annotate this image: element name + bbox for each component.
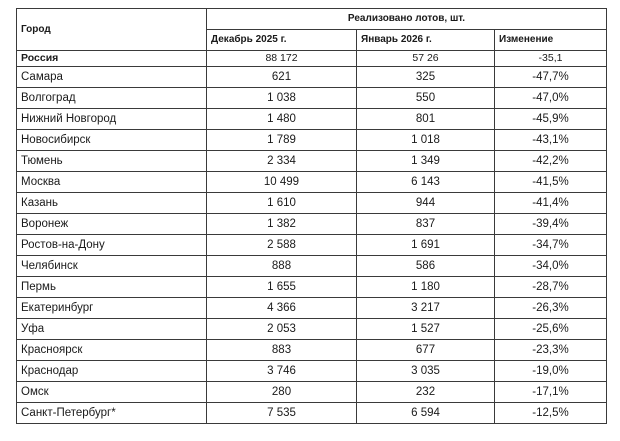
row-january: 57 26 [357,51,495,67]
row-city: Воронеж [17,214,207,235]
row-january: 1 018 [357,130,495,151]
table-row [17,403,607,424]
row-december: 2 334 [207,151,357,172]
row-change: -41,4% [495,193,607,214]
row-change: -47,0% [495,88,607,109]
row-city: Омск [17,382,207,403]
row-december: 3 746 [207,361,357,382]
row-city: Новосибирск [17,130,207,151]
sales-table [16,8,607,424]
table-row [17,67,607,88]
table-body [17,51,607,424]
row-change: -34,0% [495,256,607,277]
table-row [17,130,607,151]
row-january: 1 349 [357,151,495,172]
row-january: 1 180 [357,277,495,298]
row-city: Волгоград [17,88,207,109]
row-city: Санкт-Петербург* [17,403,207,424]
row-city: Челябинск [17,256,207,277]
row-change: -42,2% [495,151,607,172]
header-january: Январь 2026 г. [357,30,495,51]
header-row-top [17,9,607,30]
table-header [17,9,607,51]
row-december: 621 [207,67,357,88]
row-december: 1 789 [207,130,357,151]
header-sold-lots: Реализовано лотов, шт. [207,9,607,30]
table-row [17,256,607,277]
row-december: 88 172 [207,51,357,67]
table-row [17,361,607,382]
table-row [17,340,607,361]
header-change: Изменение [495,30,607,51]
row-city: Ростов-на-Дону [17,235,207,256]
table-row [17,277,607,298]
row-december: 2 588 [207,235,357,256]
row-december: 1 382 [207,214,357,235]
row-january: 677 [357,340,495,361]
table-row-total [17,51,607,67]
table-row [17,172,607,193]
row-december: 7 535 [207,403,357,424]
row-change: -39,4% [495,214,607,235]
row-december: 280 [207,382,357,403]
row-december: 883 [207,340,357,361]
row-december: 1 038 [207,88,357,109]
row-change: -19,0% [495,361,607,382]
row-city: Екатеринбург [17,298,207,319]
row-december: 888 [207,256,357,277]
row-change: -43,1% [495,130,607,151]
row-january: 6 594 [357,403,495,424]
row-change: -26,3% [495,298,607,319]
row-january: 944 [357,193,495,214]
row-january: 6 143 [357,172,495,193]
header-december: Декабрь 2025 г. [207,30,357,51]
row-change: -35,1 [495,51,607,67]
row-december: 10 499 [207,172,357,193]
row-change: -45,9% [495,109,607,130]
table-row [17,298,607,319]
header-city: Город [17,9,207,51]
row-january: 3 035 [357,361,495,382]
row-change: -23,3% [495,340,607,361]
row-city: Россия [17,51,207,67]
row-january: 837 [357,214,495,235]
row-change: -41,5% [495,172,607,193]
row-january: 586 [357,256,495,277]
row-city: Самара [17,67,207,88]
table-row [17,151,607,172]
table-row [17,319,607,340]
row-city: Красноярск [17,340,207,361]
row-change: -28,7% [495,277,607,298]
row-december: 4 366 [207,298,357,319]
table-row [17,193,607,214]
row-january: 801 [357,109,495,130]
row-change: -12,5% [495,403,607,424]
row-december: 1 655 [207,277,357,298]
row-january: 325 [357,67,495,88]
row-december: 1 480 [207,109,357,130]
table-row [17,109,607,130]
table-row [17,382,607,403]
row-january: 3 217 [357,298,495,319]
row-city: Нижний Новгород [17,109,207,130]
row-city: Уфа [17,319,207,340]
table-row [17,235,607,256]
row-city: Краснодар [17,361,207,382]
row-december: 1 610 [207,193,357,214]
table-row [17,88,607,109]
row-january: 232 [357,382,495,403]
row-change: -17,1% [495,382,607,403]
row-city: Пермь [17,277,207,298]
row-december: 2 053 [207,319,357,340]
row-change: -47,7% [495,67,607,88]
row-city: Москва [17,172,207,193]
row-city: Казань [17,193,207,214]
row-city: Тюмень [17,151,207,172]
row-january: 1 527 [357,319,495,340]
row-change: -34,7% [495,235,607,256]
row-change: -25,6% [495,319,607,340]
row-january: 550 [357,88,495,109]
row-january: 1 691 [357,235,495,256]
table-row [17,214,607,235]
